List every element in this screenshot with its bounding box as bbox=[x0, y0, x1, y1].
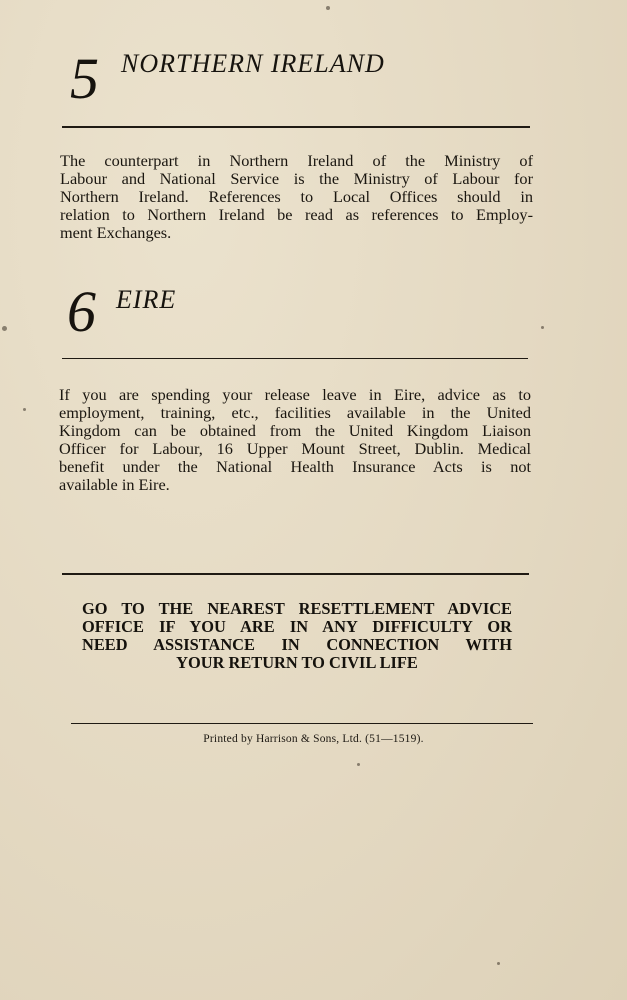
section-6-paragraph bbox=[59, 386, 531, 494]
paper-speck bbox=[23, 408, 26, 411]
paper-speck bbox=[497, 962, 500, 965]
section-5-line: ment Exchanges. bbox=[60, 223, 172, 242]
section-6-line: Kingdom can be obtained from the United Kingdom Liaison bbox=[59, 421, 531, 440]
section-6-title: EIRE bbox=[116, 285, 177, 314]
section-6-line: available in Eire. bbox=[59, 475, 170, 494]
section-6-line: If you are spending your release leave in Eire, advice as to bbox=[59, 385, 531, 404]
section-6-line: employment, training, etc., facilities available in the United bbox=[59, 403, 531, 422]
section-6-rule bbox=[62, 358, 528, 359]
section-5-rule bbox=[62, 126, 530, 128]
notice-line: YOUR RETURN TO CIVIL LIFE bbox=[176, 653, 418, 672]
section-5-line: Labour and National Service is the Ministry of Labour for bbox=[60, 169, 533, 188]
section-6-line: benefit under the National Health Insurance Acts is not bbox=[59, 457, 531, 476]
notice-line: GO TO THE NEAREST RESETTLEMENT ADVICE bbox=[82, 599, 512, 618]
paper-speck bbox=[541, 326, 544, 329]
resettlement-notice bbox=[82, 600, 512, 672]
section-5-line: Northern Ireland. References to Local Offices should in bbox=[60, 187, 533, 206]
section-6-line: Officer for Labour, 16 Upper Mount Street, Dublin. Medical bbox=[59, 439, 531, 458]
footer-rule bbox=[71, 723, 533, 724]
paper-speck bbox=[357, 763, 360, 766]
section-5-line: The counterpart in Northern Ireland of the Ministry of bbox=[60, 151, 533, 170]
section-5-line: relation to Northern Ireland be read as references to Employ- bbox=[60, 205, 533, 224]
notice-line: OFFICE IF YOU ARE IN ANY DIFFICULTY OR bbox=[82, 617, 512, 636]
section-5-title: NORTHERN IRELAND bbox=[121, 49, 385, 78]
section-6-number: 6 bbox=[67, 279, 96, 344]
printer-imprint: Printed by Harrison & Sons, Ltd. (51—1519). bbox=[203, 733, 424, 745]
notice-line: NEED ASSISTANCE IN CONNECTION WITH bbox=[82, 635, 512, 654]
section-5-number: 5 bbox=[70, 46, 99, 111]
paper-speck bbox=[2, 326, 7, 331]
section-5-paragraph bbox=[60, 152, 533, 242]
paper-speck bbox=[326, 6, 330, 10]
notice-top-rule bbox=[62, 573, 529, 575]
